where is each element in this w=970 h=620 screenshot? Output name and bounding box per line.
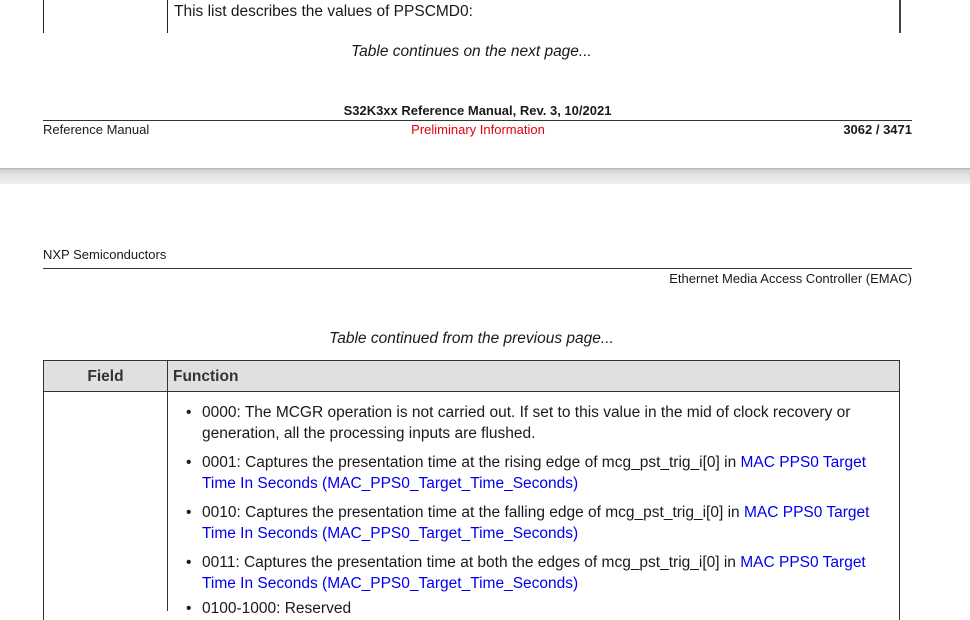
page-separator bbox=[0, 169, 970, 184]
list-item-text: 0010: Captures the presentation time at the falling edge of mcg_pst_trig_i[0] in bbox=[202, 504, 744, 521]
column-header-function: Function bbox=[173, 368, 239, 385]
list-item bbox=[186, 502, 886, 544]
list-item-text: 0011: Captures the presentation time at both the edges of mcg_pst_trig_i[0] in bbox=[202, 554, 741, 571]
bullet: • bbox=[186, 600, 192, 617]
list-item bbox=[186, 552, 886, 594]
header-rule bbox=[43, 268, 912, 269]
table-continued-note: Table continued from the previous page... bbox=[329, 330, 614, 347]
table-cell-text: This list describes the values of PPSCMD0: bbox=[174, 3, 473, 20]
column-header-field: Field bbox=[87, 368, 124, 385]
table-border-left bbox=[43, 0, 44, 33]
list-item-text: 0000: The MCGR operation is not carried out. If set to this value in the mid of clock recovery or generation, all the processing inputs are flushed. bbox=[202, 404, 851, 442]
footer-rule bbox=[43, 120, 912, 121]
footer-document-title: S32K3xx Reference Manual, Rev. 3, 10/2021 bbox=[343, 103, 612, 118]
table-column-divider bbox=[167, 0, 168, 33]
header-chapter-title: Ethernet Media Access Controller (EMAC) bbox=[669, 271, 912, 286]
footer-preliminary-label: Preliminary Information bbox=[411, 122, 545, 137]
list-item-text: 0100-1000: Reserved bbox=[202, 600, 352, 617]
list-item bbox=[186, 402, 886, 444]
register-link[interactable]: MAC PPS0 Target Time In Seconds (MAC_PPS0_Target_Time_Seconds) bbox=[202, 454, 867, 492]
register-link[interactable]: MAC PPS0 Target Time In Seconds (MAC_PPS0_Target_Time_Seconds) bbox=[202, 554, 866, 592]
list-item bbox=[186, 452, 886, 494]
clipped-list-item bbox=[186, 600, 351, 618]
table-border-right bbox=[899, 0, 901, 33]
table-column-divider bbox=[167, 361, 168, 611]
footer-left-label: Reference Manual bbox=[43, 122, 150, 137]
list-item-text: 0001: Captures the presentation time at the rising edge of mcg_pst_trig_i[0] in bbox=[202, 454, 741, 471]
header-company: NXP Semiconductors bbox=[43, 247, 167, 262]
function-value-list bbox=[186, 402, 886, 602]
table-continues-note: Table continues on the next page... bbox=[351, 43, 592, 60]
footer-page-number: 3062 / 3471 bbox=[843, 122, 912, 137]
register-link[interactable]: MAC PPS0 Target Time In Seconds (MAC_PPS0_Target_Time_Seconds) bbox=[202, 504, 870, 542]
